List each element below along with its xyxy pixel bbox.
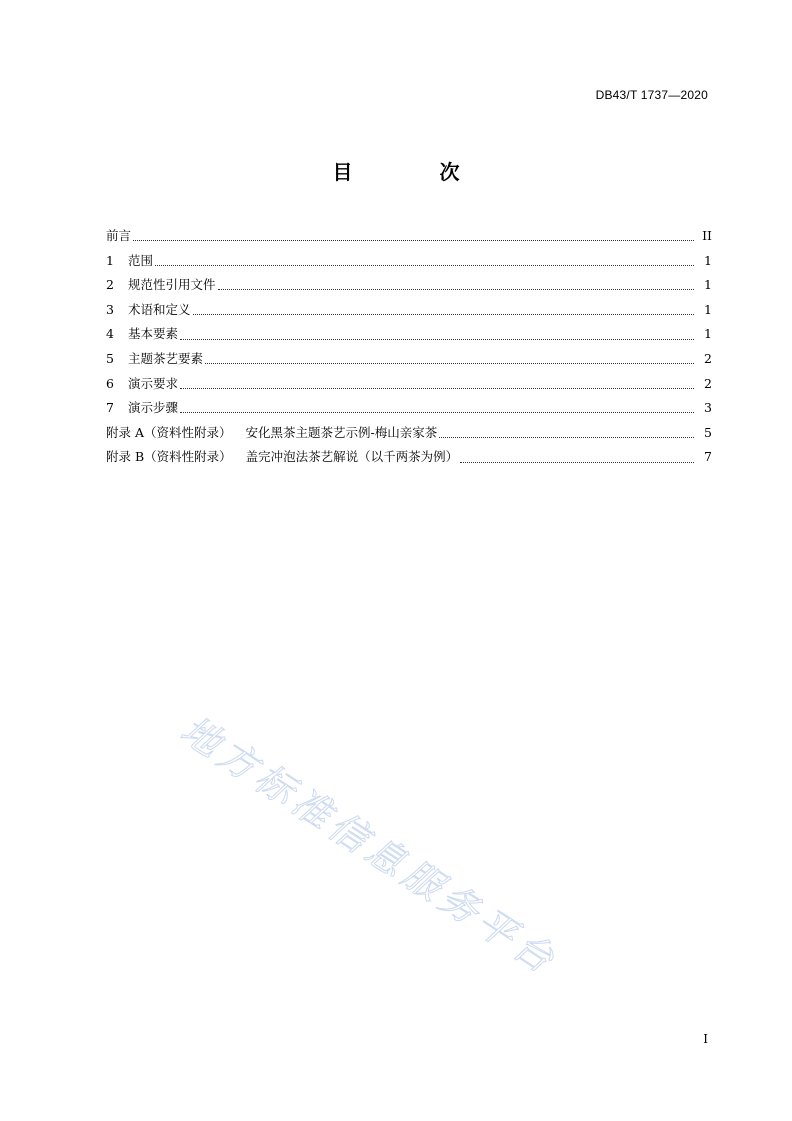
toc-entry-number: 4 (106, 326, 114, 342)
toc-entry-page: 1 (704, 252, 712, 268)
toc-entry-page: 1 (704, 277, 712, 293)
toc-entry-normative-references[interactable] (106, 275, 712, 300)
toc-leader-dots (155, 264, 694, 266)
toc-entry-terms[interactable] (106, 300, 712, 325)
table-of-contents (106, 226, 712, 472)
document-code: DB43/T 1737—2020 (595, 88, 708, 102)
toc-entry-number: 5 (106, 350, 114, 366)
toc-entry-basic-elements[interactable] (106, 324, 712, 349)
toc-leader-dots (205, 362, 694, 364)
toc-entry-foreword[interactable] (106, 226, 712, 251)
toc-entry-number: 1 (106, 252, 114, 268)
toc-leader-dots (180, 411, 694, 413)
toc-entry-label: 演示步骤 (128, 400, 179, 416)
page-number: I (703, 1032, 708, 1046)
toc-entry-page: II (702, 228, 712, 243)
toc-entry-page: 7 (704, 449, 712, 465)
toc-entry-page: 5 (704, 424, 712, 440)
toc-entry-page: 2 (704, 350, 712, 366)
toc-entry-page: 3 (704, 400, 712, 416)
toc-leader-dots (133, 239, 694, 241)
toc-entry-appendix-b[interactable] (106, 447, 712, 472)
watermark: 地方标准信息服务平台 (173, 707, 567, 985)
toc-leader-dots (193, 313, 694, 315)
toc-entry-label: 前言 (106, 228, 132, 243)
toc-entry-subtitle: 盖完冲泡法茶艺解说（以千两茶为例） (245, 449, 459, 465)
toc-entry-page: 1 (704, 301, 712, 317)
toc-title: 目 次 (332, 160, 500, 184)
toc-entry-scope[interactable] (106, 251, 712, 276)
toc-entry-label: 演示要求 (128, 375, 179, 391)
toc-entry-number: 7 (106, 400, 114, 416)
toc-leader-dots (180, 387, 694, 389)
toc-entry-label: 附录 A（资料性附录） (106, 424, 232, 440)
toc-entry-label: 范围 (128, 252, 154, 268)
toc-entry-label: 附录 B（资料性附录） (106, 449, 232, 465)
toc-entry-number: 3 (106, 301, 114, 317)
toc-leader-dots (460, 461, 694, 463)
toc-entry-demo-steps[interactable] (106, 398, 712, 423)
toc-leader-dots (180, 338, 694, 340)
toc-entry-number: 2 (106, 277, 114, 293)
toc-entry-label: 术语和定义 (128, 301, 191, 317)
toc-entry-theme-elements[interactable] (106, 349, 712, 374)
toc-leader-dots (439, 436, 694, 438)
toc-entry-label: 主题茶艺要素 (128, 350, 204, 366)
toc-entry-subtitle: 安化黑茶主题茶艺示例-梅山亲家茶 (245, 424, 438, 440)
toc-entry-page: 2 (704, 375, 712, 391)
toc-entry-demo-requirements[interactable] (106, 374, 712, 399)
toc-entry-number: 6 (106, 375, 114, 391)
toc-entry-appendix-a[interactable] (106, 423, 712, 448)
toc-leader-dots (218, 288, 694, 290)
toc-entry-label: 基本要素 (128, 326, 179, 342)
toc-entry-page: 1 (704, 326, 712, 342)
toc-entry-label: 规范性引用文件 (128, 277, 216, 293)
